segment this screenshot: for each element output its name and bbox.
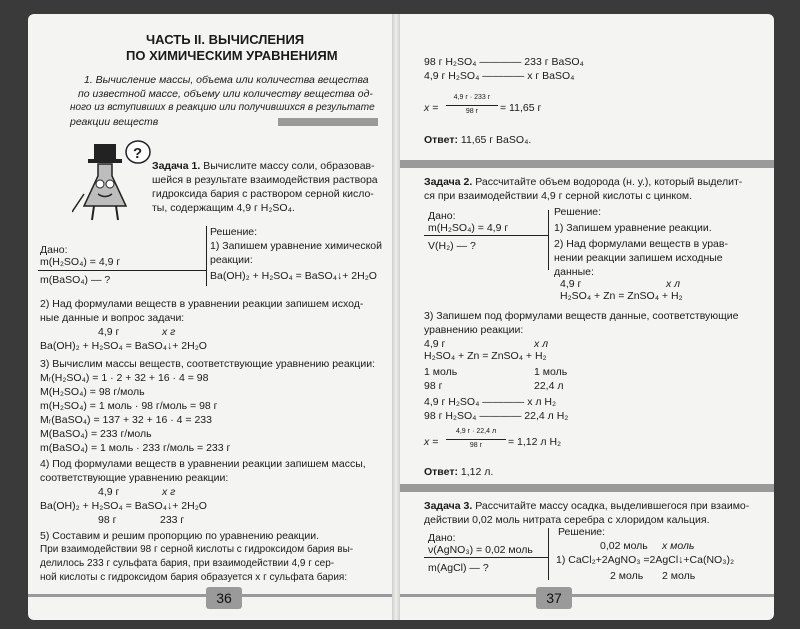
s2-step3b: уравнению реакции: bbox=[424, 324, 524, 336]
e3-mol-a: 1 моль bbox=[424, 366, 458, 378]
solution3-label: Решение: bbox=[558, 526, 606, 538]
given-label: Дано: bbox=[40, 244, 68, 256]
given3-label: Дано: bbox=[428, 532, 456, 544]
page-number-left: 36 bbox=[206, 587, 242, 609]
fraction2-bar bbox=[446, 439, 506, 440]
s2-equation: H₂SO₄ + Zn = ZnSO₄ + H₂ bbox=[560, 290, 683, 302]
given3-separator bbox=[548, 528, 549, 580]
s3-bottom-b: 2 моль bbox=[662, 570, 696, 582]
final-line1: При взаимодействии 98 г серной кислоты с гидроксидом бария вы- bbox=[40, 544, 354, 555]
given-divider bbox=[38, 270, 206, 271]
right-page bbox=[400, 14, 774, 620]
reaction-equation: Ba(OH)₂ + H₂SO₄ = BaSO₄↓+ 2H₂O bbox=[210, 270, 377, 282]
find-mass-baso4: m(BaSO₄) — ? bbox=[40, 274, 111, 286]
solution-step1: 1) Запишем уравнение химической bbox=[210, 240, 383, 252]
final-line2: делилось 233 г сульфата бария, при взаимодействии 4,9 г сер- bbox=[40, 558, 335, 569]
eq4-top-x: x г bbox=[162, 486, 176, 498]
e3-top-mass: 4,9 г bbox=[424, 338, 446, 350]
step4-line1: 4) Под формулами веществ в уравнении реакции запишем массы, bbox=[40, 458, 366, 470]
s2-step2a: 2) Над формулами веществ в урав- bbox=[554, 238, 728, 250]
e3-mass-a: 98 г bbox=[424, 380, 443, 392]
x-result: = 11,65 г bbox=[500, 102, 542, 114]
given2-divider bbox=[424, 235, 548, 236]
eq4-bottom-mass-b: 233 г bbox=[160, 514, 185, 526]
proportion-line1: 98 г H₂SO₄ ———— 233 г BaSO₄ bbox=[424, 56, 584, 68]
given3-amount: ν(AgNO₃) = 0,02 моль bbox=[428, 544, 533, 556]
x-denominator: 98 г bbox=[465, 108, 479, 115]
step5: 5) Составим и решим пропорцию по уравнению реакции. bbox=[40, 530, 320, 542]
eq2-top-x: x г bbox=[162, 326, 176, 338]
s2-top-mass: 4,9 г bbox=[560, 278, 582, 290]
step2-line1: 2) Над формулами веществ в уравнении реакции запишем исход- bbox=[40, 298, 364, 310]
proportion-line2: 4,9 г H₂SO₄ ———— x г BaSO₄ bbox=[424, 70, 575, 82]
answer1: Ответ: 11,65 г BaSO₄. bbox=[424, 134, 532, 146]
task3-band bbox=[400, 484, 774, 492]
s3-top-x: x моль bbox=[662, 540, 695, 552]
given2-mass: m(H₂SO₄) = 4,9 г bbox=[428, 222, 509, 234]
e3-top-x: x л bbox=[534, 338, 549, 350]
section-intro-line1: 1. Вычисление массы, объема или количества вещества bbox=[84, 74, 369, 86]
calc-line6: m(BaSO₄) = 1 моль · 233 г/моль = 233 г bbox=[40, 442, 231, 454]
given-mass-h2so4: m(H₂SO₄) = 4,9 г bbox=[40, 256, 121, 268]
step4-line2: соответствующие уравнению реакции: bbox=[40, 472, 229, 484]
find2-volume: V(H₂) — ? bbox=[428, 240, 476, 252]
solution-label: Решение: bbox=[210, 226, 258, 238]
task1-line4: ты, содержащим 4,9 г H₂SO₄. bbox=[152, 202, 295, 214]
section-intro-line3: ного из вступивших в реакцию или получившихся в результате bbox=[70, 102, 375, 113]
e3-vol-b: 22,4 л bbox=[534, 380, 564, 392]
proportion-line4: 98 г H₂SO₄ ———— 22,4 л H₂ bbox=[424, 410, 569, 422]
calc-line5: M(BaSO₄) = 233 г/моль bbox=[40, 428, 152, 440]
eq4-bottom-mass-a: 98 г bbox=[98, 514, 117, 526]
final-line3: ной кислоты с гидроксидом бария образуется x г сульфата бария: bbox=[40, 572, 348, 583]
answer2: Ответ: 1,12 л. bbox=[424, 466, 494, 478]
calc-line2: M(H₂SO₄) = 98 г/моль bbox=[40, 386, 145, 398]
eq2-equation: Ba(OH)₂ + H₂SO₄ = BaSO₄↓+ 2H₂O bbox=[40, 340, 207, 352]
proportion-line3: 4,9 г H₂SO₄ ———— x л H₂ bbox=[424, 396, 557, 408]
task1-line1: Задача 1. Вычислите массу соли, образовав- bbox=[152, 160, 375, 172]
x2-lhs: x = bbox=[424, 436, 439, 448]
task2-line1: Задача 2. Рассчитайте объем водорода (н. у.), который выделит- bbox=[424, 176, 743, 188]
step3: 3) Вычислим массы веществ, соответствующие уравнению реакции: bbox=[40, 358, 375, 370]
s2-top-x: x л bbox=[666, 278, 681, 290]
eq4-equation: Ba(OH)₂ + H₂SO₄ = BaSO₄↓+ 2H₂O bbox=[40, 500, 207, 512]
calc-line1: Mᵣ(H₂SO₄) = 1 · 2 + 32 + 16 · 4 = 98 bbox=[40, 372, 209, 384]
s2-step2b: нении реакции запишем исходные bbox=[554, 252, 723, 264]
s2-step3a: 3) Запишем под формулами веществ данные, соответствующие bbox=[424, 310, 739, 322]
calc-line4: Mᵣ(BaSO₄) = 137 + 32 + 16 · 4 = 233 bbox=[40, 414, 212, 426]
flask-mascot-icon bbox=[72, 134, 152, 224]
s3-top-amount: 0,02 моль bbox=[600, 540, 648, 552]
solution2-label: Решение: bbox=[554, 206, 602, 218]
task2-line2: ся при взаимодействии 4,9 г серной кислоты с цинком. bbox=[424, 190, 693, 202]
section-intro-line4: реакции веществ bbox=[70, 116, 159, 128]
given-solution-separator bbox=[206, 226, 207, 286]
eq2-top-mass: 4,9 г bbox=[98, 326, 120, 338]
x2-result: = 1,12 л H₂ bbox=[508, 436, 562, 448]
calc-line3: m(H₂SO₄) = 1 моль · 98 г/моль = 98 г bbox=[40, 400, 218, 412]
step2-line2: ные данные и вопрос задачи: bbox=[40, 312, 185, 324]
decorative-band bbox=[278, 118, 378, 126]
book-spine bbox=[392, 14, 400, 620]
s2-step1: 1) Запишем уравнение реакции. bbox=[554, 222, 712, 234]
task1-line3: гидроксида бария с раствором серной кисло- bbox=[152, 188, 374, 200]
chapter-title-line1: ЧАСТЬ II. ВЫЧИСЛЕНИЯ bbox=[146, 32, 305, 47]
task3-line1: Задача 3. Рассчитайте массу осадка, выделившегося при взаимо- bbox=[424, 500, 750, 512]
x2-denominator: 98 г bbox=[469, 442, 483, 449]
given2-separator bbox=[548, 210, 549, 270]
x2-numerator: 4,9 г · 22,4 л bbox=[455, 428, 497, 435]
find3-mass: m(AgCl) — ? bbox=[428, 562, 489, 574]
given2-label: Дано: bbox=[428, 210, 456, 222]
page-number-right: 37 bbox=[536, 587, 572, 609]
e3-equation: H₂SO₄ + Zn = ZnSO₄ + H₂ bbox=[424, 350, 547, 362]
svg-text:?: ? bbox=[133, 145, 143, 162]
task2-band bbox=[400, 160, 774, 168]
chapter-title-line2: ПО ХИМИЧЕСКИМ УРАВНЕНИЯМ bbox=[126, 48, 338, 63]
left-page bbox=[28, 14, 392, 620]
x-lhs: x = bbox=[424, 102, 439, 114]
x-numerator: 4,9 г · 233 г bbox=[453, 94, 491, 101]
fraction-bar bbox=[446, 105, 498, 106]
given3-divider bbox=[424, 557, 548, 558]
section-intro-line2: по известной массе, объему или количеству вещества од- bbox=[78, 88, 373, 100]
task1-line2: шейся в результате взаимодействия раствора bbox=[152, 174, 378, 186]
e3-mol-b: 1 моль bbox=[534, 366, 568, 378]
eq4-top-mass: 4,9 г bbox=[98, 486, 120, 498]
s2-step2c: данные: bbox=[554, 266, 594, 278]
s3-equation: 1) CaCl₂+2AgNO₃ =2AgCl↓+Ca(NO₃)₂ bbox=[556, 554, 735, 566]
task3-line2: действии 0,02 моль нитрата серебра с хлоридом кальция. bbox=[424, 514, 710, 526]
solution-step1-cont: реакции: bbox=[210, 254, 253, 266]
s3-bottom-a: 2 моль bbox=[610, 570, 644, 582]
footer-band-right bbox=[400, 594, 774, 597]
